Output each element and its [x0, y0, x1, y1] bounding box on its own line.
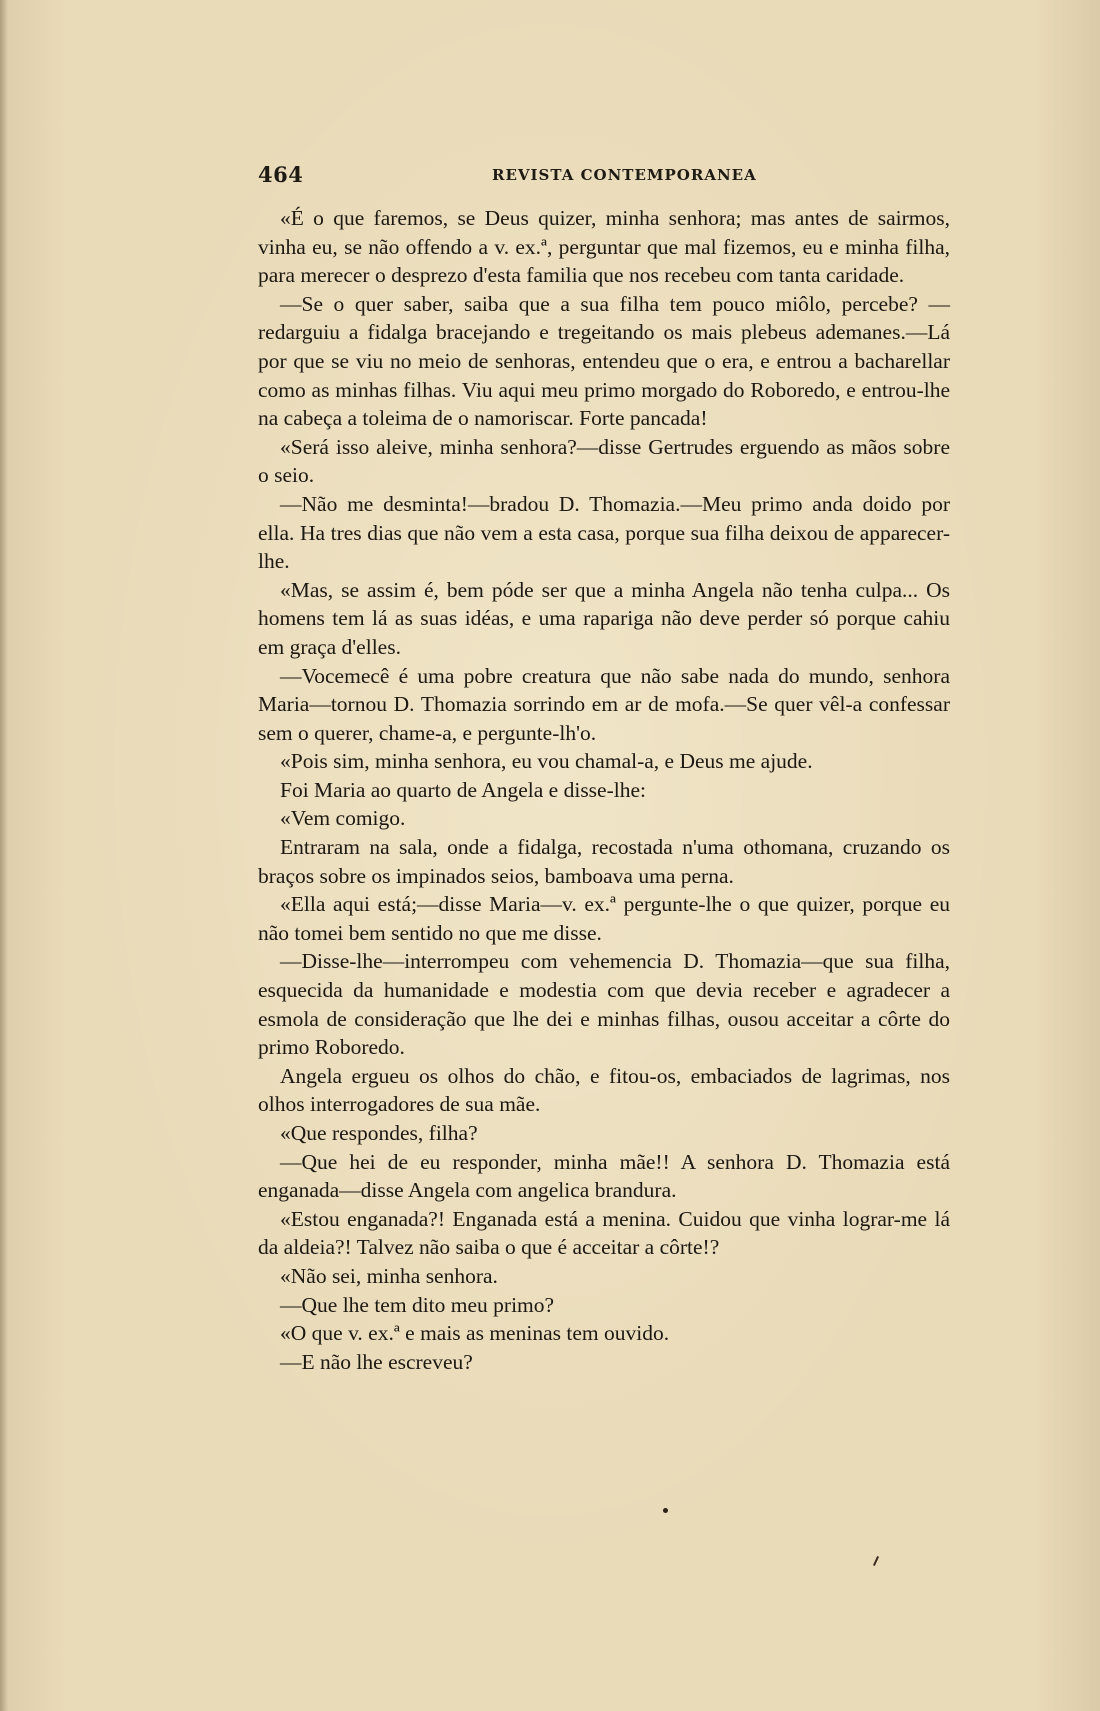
paragraph: Foi Maria ao quarto de Angela e disse-lhe: — [280, 777, 646, 802]
paragraph: Entraram na sala, onde a fidalga, recostada n'uma othomana, cruzando os braços sobre os impinados seios, bamboava uma perna. — [258, 835, 950, 888]
paragraph: —Se o quer saber, saiba que a sua filha tem pouco miôlo, percebe? —redarguiu a fidalga bracejando e tregeitando os mais plebeus ademanes.—Lá por que se viu no meio de senhoras, entendeu que o era, e entrou a bacharellar como as minhas filhas. Viu aqui meu primo morgado do Roboredo, e entrou-lhe na cabeça a toleima de o namoriscar. Forte pancada! — [258, 291, 950, 431]
paragraph: «O que v. ex.ª e mais as meninas tem ouvido. — [280, 1321, 670, 1346]
paragraph: —Que lhe tem dito meu primo? — [280, 1292, 555, 1317]
paragraph: «Estou enganada?! Enganada está a menina. Cuidou que vinha lograr-me lá da aldeia?! Talvez não saiba o que é acceitar a côrte!? — [258, 1206, 950, 1260]
paragraph: «É o que faremos, se Deus quizer, minha senhora; mas antes de sairmos, vinha eu, se não offendo a v. ex.ª, perguntar que mal fizemos, eu e minha filha, para merecer o desprezo d'esta familia que nos recebeu com tanta caridade. — [258, 206, 950, 288]
ink-speck — [663, 1508, 668, 1513]
paragraph: «Pois sim, minha senhora, eu vou chamal-a, e Deus me ajude. — [280, 749, 813, 774]
paragraph: Angela ergueu os olhos do chão, e fitou-os, embaciados de lagrimas, nos olhos interrogadores de sua mãe. — [258, 1063, 950, 1117]
paragraph: —Não me desminta!—bradou D. Thomazia.—Meu primo anda doido por ella. Ha tres dias que não vem a esta casa, porque sua filha deixou de apparecer-lhe. — [258, 491, 950, 574]
paragraph: —Que hei de eu responder, minha mãe!! A senhora D. Thomazia está enganada—disse Angela com angelica brandura. — [258, 1149, 950, 1203]
running-head — [258, 162, 950, 188]
paragraph: «Ella aqui está;—disse Maria—v. ex.ª pergunte-lhe o que quizer, porque eu não tomei bem sentido no que me disse. — [258, 892, 950, 945]
paragraph: «Não sei, minha senhora. — [280, 1263, 498, 1288]
journal-title: REVISTA CONTEMPORANEA — [492, 166, 757, 184]
page-edge-shadow — [0, 0, 8, 1711]
paragraph: «Vem comigo. — [280, 806, 406, 831]
paragraph: «Será isso aleive, minha senhora?—disse Gertrudes erguendo as mãos sobre o seio. — [258, 434, 950, 488]
paragraph: «Que respondes, filha? — [280, 1121, 478, 1145]
ink-mark — [873, 1556, 879, 1566]
paragraph: —Disse-lhe—interrompeu com vehemencia D. Thomazia—que sua filha, esquecida da humanidade e modestia com que devia receber e agradecer a esmola de consideração que lhe dei e minhas filhas, ousou acceitar a côrte do primo Roboredo. — [258, 949, 950, 1060]
paragraph: —Vocemecê é uma pobre creatura que não sabe nada do mundo, senhora Maria—tornou D. Thomazia sorrindo em ar de mofa.—Se quer vêl-a confessar sem o querer, chame-a, e pergunte-lh'o. — [258, 663, 950, 745]
paragraph: —E não lhe escreveu? — [280, 1349, 473, 1374]
paragraph: «Mas, se assim é, bem póde ser que a minha Angela não tenha culpa... Os homens tem lá as suas idéas, e uma rapariga não deve perder só porque cahiu em graça d'elles. — [258, 577, 950, 659]
body-text — [258, 204, 950, 1376]
page-number: 464 — [258, 162, 304, 187]
